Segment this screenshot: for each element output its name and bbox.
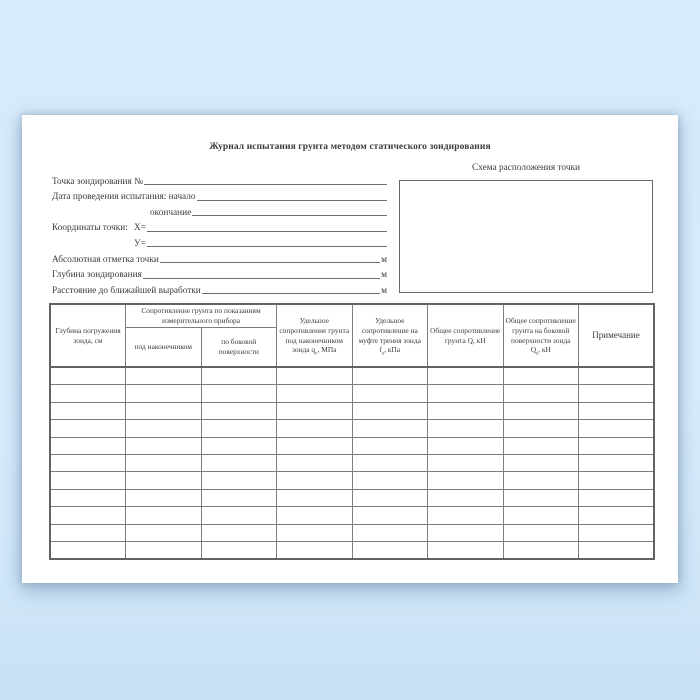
table-row (50, 454, 654, 471)
table-empty-cell (50, 437, 126, 454)
header-unit: , кПа (384, 345, 400, 355)
table-empty-cell (277, 437, 353, 454)
table-empty-cell (126, 420, 202, 437)
col-header-depth: Глубина погружения зонда, см (50, 304, 126, 367)
col-header-total-lateral-resistance (503, 304, 579, 367)
col-header-specific-cone-resistance (277, 304, 353, 367)
table-empty-cell (50, 507, 126, 524)
table-empty-cell (201, 489, 277, 506)
table-empty-cell (50, 402, 126, 419)
table-empty-cell (201, 507, 277, 524)
schema-location-box (399, 180, 653, 293)
col-header-total-resistance: Общее сопротивление грунта Q, кН (428, 304, 504, 367)
field-blank-line (144, 176, 387, 185)
table-empty-cell (352, 507, 428, 524)
table-empty-cell (126, 385, 202, 402)
sounding-data-table (49, 303, 655, 560)
header-fields (52, 171, 387, 296)
field-label: Точка зондирования № (52, 176, 143, 187)
table-empty-cell (352, 420, 428, 437)
field-row-coordinate-x (52, 218, 387, 234)
field-row-distance-working (52, 280, 387, 296)
table-empty-cell (579, 524, 655, 541)
table-empty-cell (50, 420, 126, 437)
header-text: Удельное сопротивление грунта под наконечником зонда q (279, 316, 350, 355)
field-blank-line (192, 207, 387, 216)
table-row (50, 367, 654, 385)
table-empty-cell (579, 541, 655, 559)
table-empty-cell (126, 507, 202, 524)
col-header-group-resistance: Сопротивление грунта по показаниям измерительного прибора (126, 304, 277, 328)
table-empty-cell (352, 524, 428, 541)
table-empty-cell (428, 489, 504, 506)
table-empty-cell (126, 472, 202, 489)
table-empty-cell (428, 437, 504, 454)
table-empty-cell (428, 472, 504, 489)
table-empty-cell (50, 385, 126, 402)
table-empty-cell (579, 385, 655, 402)
field-row-date-end (52, 202, 387, 218)
table-empty-cell (352, 454, 428, 471)
header-unit: , МПа (317, 345, 337, 355)
header-subscript: c (315, 350, 318, 357)
col-header-lateral-surface: по боковой поверхности (201, 328, 277, 368)
schema-location-label: Схема расположения точки (472, 163, 580, 173)
table-empty-cell (503, 489, 579, 506)
table-empty-cell (352, 489, 428, 506)
table-empty-cell (201, 402, 277, 419)
field-unit: м (381, 254, 387, 265)
table-empty-cell (50, 489, 126, 506)
header-subscript: s (536, 350, 539, 357)
header-subscript: s (381, 350, 385, 357)
table-empty-cell (277, 402, 353, 419)
table-empty-cell (428, 385, 504, 402)
field-row-absolute-mark (52, 249, 387, 265)
table-empty-cell (503, 402, 579, 419)
header-unit: , кН (538, 345, 551, 355)
field-row-sounding-depth (52, 265, 387, 281)
table-empty-cell (277, 454, 353, 471)
table-empty-cell (428, 454, 504, 471)
table-empty-cell (579, 454, 655, 471)
field-sublabel: Х= (134, 223, 146, 234)
field-row-date-start (52, 187, 387, 203)
field-label: Расстояние до ближайшей выработки (52, 285, 201, 296)
table-row (50, 437, 654, 454)
table-empty-cell (277, 507, 353, 524)
table-empty-cell (579, 402, 655, 419)
table-empty-cell (50, 524, 126, 541)
table-empty-cell (503, 454, 579, 471)
field-blank-line (160, 254, 380, 263)
field-blank-line (147, 223, 387, 232)
field-sublabel: У= (134, 238, 146, 249)
table-empty-cell (126, 524, 202, 541)
field-blank-line (143, 270, 380, 279)
table-empty-cell (201, 385, 277, 402)
document-title: Журнал испытания грунта методом статического зондирования (209, 142, 491, 152)
table-empty-cell (352, 541, 428, 559)
table-row (50, 420, 654, 437)
table-empty-cell (428, 402, 504, 419)
table-empty-cell (201, 541, 277, 559)
table-row (50, 472, 654, 489)
table-empty-cell (503, 541, 579, 559)
table-empty-cell (126, 489, 202, 506)
table-empty-cell (503, 385, 579, 402)
table-empty-cell (50, 541, 126, 559)
table-empty-cell (352, 437, 428, 454)
col-header-note: Примечание (579, 304, 655, 367)
table-row (50, 541, 654, 559)
table-empty-cell (201, 524, 277, 541)
table-empty-cell (277, 524, 353, 541)
field-row-coordinate-y (52, 233, 387, 249)
col-header-friction-sleeve-resistance (352, 304, 428, 367)
field-row-sounding-point (52, 171, 387, 187)
table-empty-cell (503, 507, 579, 524)
table-empty-cell (579, 489, 655, 506)
table-empty-cell (579, 472, 655, 489)
table-empty-cell (126, 437, 202, 454)
table-empty-cell (126, 367, 202, 385)
table-row (50, 507, 654, 524)
table-empty-cell (352, 402, 428, 419)
paper-sheet (22, 115, 678, 583)
table-empty-cell (50, 454, 126, 471)
table-body (50, 367, 654, 559)
table-empty-cell (503, 524, 579, 541)
table-empty-cell (352, 385, 428, 402)
table-empty-cell (50, 367, 126, 385)
table-empty-cell (126, 454, 202, 471)
table-empty-cell (428, 524, 504, 541)
table-empty-cell (579, 437, 655, 454)
table-empty-cell (579, 507, 655, 524)
table-row (50, 385, 654, 402)
table-empty-cell (428, 420, 504, 437)
table-empty-cell (503, 437, 579, 454)
field-blank-line (147, 238, 387, 247)
table-empty-cell (352, 367, 428, 385)
sounding-data-table-wrap (49, 303, 653, 560)
field-unit: м (381, 270, 387, 281)
table-empty-cell (503, 367, 579, 385)
table-empty-cell (277, 472, 353, 489)
table-empty-cell (579, 367, 655, 385)
table-empty-cell (201, 367, 277, 385)
header-text: Удельное сопротивление на муфте трения зонда f (358, 316, 421, 355)
table-row (50, 524, 654, 541)
table-empty-cell (428, 367, 504, 385)
table-empty-cell (277, 385, 353, 402)
table-empty-cell (126, 541, 202, 559)
table-empty-cell (201, 437, 277, 454)
table-row (50, 402, 654, 419)
table-empty-cell (277, 489, 353, 506)
table-empty-cell (201, 420, 277, 437)
field-label: Дата проведения испытания: начало (52, 192, 196, 203)
field-label: Абсолютная отметка точки (52, 254, 159, 265)
table-empty-cell (352, 472, 428, 489)
table-empty-cell (126, 402, 202, 419)
col-header-under-tip: под наконечником (126, 328, 202, 368)
table-row (50, 489, 654, 506)
field-blank-line (202, 285, 380, 294)
field-label: Координаты точки: (52, 223, 128, 234)
field-label: Глубина зондирования (52, 270, 142, 281)
table-header (50, 304, 654, 367)
field-label: окончание (150, 207, 192, 218)
table-empty-cell (277, 420, 353, 437)
table-empty-cell (50, 472, 126, 489)
table-empty-cell (579, 420, 655, 437)
field-unit: м (381, 285, 387, 296)
table-empty-cell (503, 472, 579, 489)
table-empty-cell (503, 420, 579, 437)
field-blank-line (197, 192, 387, 201)
table-empty-cell (201, 472, 277, 489)
table-empty-cell (277, 541, 353, 559)
header-text: Общее сопротивление грунта на боковой поверхности зонда Q (505, 316, 576, 355)
table-empty-cell (428, 541, 504, 559)
table-empty-cell (277, 367, 353, 385)
table-empty-cell (201, 454, 277, 471)
table-empty-cell (428, 507, 504, 524)
